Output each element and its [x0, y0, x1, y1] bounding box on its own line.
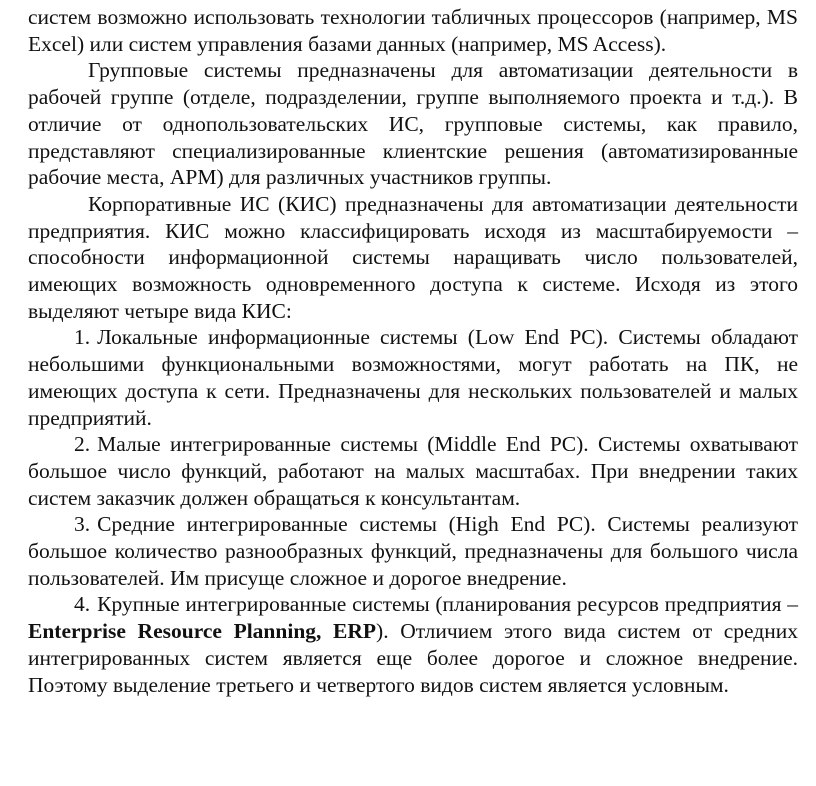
- list-number: 4.: [74, 592, 91, 617]
- list-item-local-systems: [28, 324, 798, 431]
- list-item-medium-integrated: [28, 511, 798, 591]
- list-number: 2.: [74, 432, 91, 457]
- corporate-systems-paragraph: Корпоративные ИС (КИС) предназначены для автоматизации деятельности предприятия. КИС можно классифицировать исходя из масштабируемости – способности информационной системы наращивать число пользователей, имеющих возможность одновременного доступа к системе. Исходя из этого выделяют четыре вида КИС:: [28, 191, 798, 323]
- list-item-small-integrated: [28, 431, 798, 511]
- list-number: 1.: [74, 325, 91, 350]
- list-item-text: Локальные информационные системы (Low End PC). Системы обладают небольшими функциональными возможностями, могут работать на ПК, не имеющих доступа к сети. Предназначены для нескольких пользователей и малых предприятий.: [28, 325, 798, 430]
- intro-paragraph-tail: систем возможно использовать технологии табличных процессоров (например, MS Excel) или систем управления базами данных (например, MS Access).: [28, 5, 798, 56]
- list-item-text-after: ). Отличием этого вида систем от средних интегрированных систем является еще более дорогое и сложное внедрение. Поэтому выделение третьего и четвертого видов систем является условным.: [28, 619, 798, 697]
- list-item-text-before: Крупные интегрированные системы (планирования ресурсов предприятия –: [97, 592, 798, 617]
- list-item-text: Малые интегрированные системы (Middle End PC). Системы охватывают большое число функций, работают на малых масштабах. При внедрении таких систем заказчик должен обращаться к консультантам.: [28, 432, 798, 510]
- list-item-text: Средние интегрированные системы (High End PC). Системы реализуют большое количество разнообразных функций, предназначены для большого числа пользователей. Им присуще сложное и дорогое внедрение.: [28, 512, 798, 590]
- erp-term: Enterprise Resource Planning, ERP: [28, 619, 377, 644]
- list-number: 3.: [74, 512, 91, 537]
- group-systems-paragraph: Групповые системы предназначены для автоматизации деятельности в рабочей группе (отделе, подразделении, группе выполняемого проекта и т.д.). В отличие от однопользовательских ИС, групповые системы, как правило, представляют специализированные клиентские решения (автоматизированные рабочие места, АРМ) для различных участников группы.: [28, 58, 798, 190]
- list-item-large-integrated: [28, 591, 798, 698]
